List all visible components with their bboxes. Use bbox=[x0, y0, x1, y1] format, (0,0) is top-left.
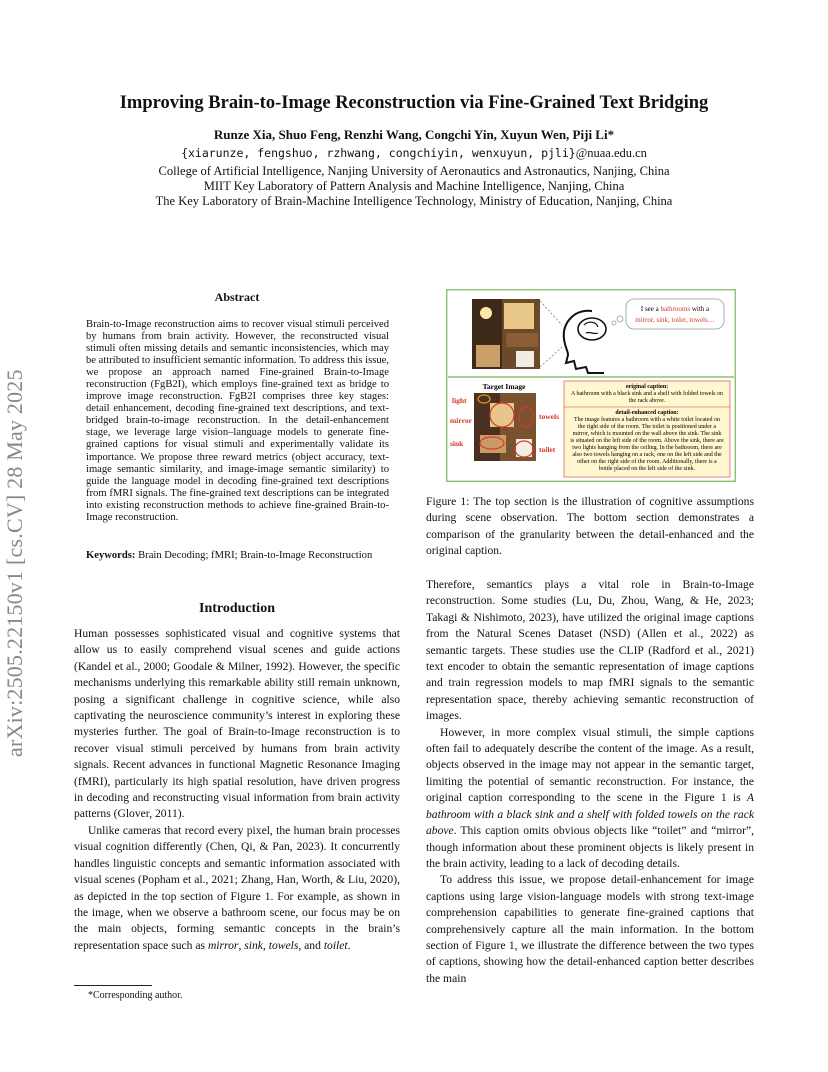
enhanced-line-2: the right side of the room. The toilet is positioned under a bbox=[577, 424, 717, 430]
bubble-text-2: mirror, sink, toilet, towels… bbox=[635, 316, 715, 324]
abstract-text: Brain-to-Image reconstruction aims to recover visual stimuli perceived by humans from brain activity. However, the reconstructed visual stimuli often missing details and semantic inconsistencies, which may be attributed to insufficient semantic information. To address this issue, we propose an approach named Fine-grained Brain-to-Image reconstruction (FgB2I), which employs fine-grained text as bridge to improve image reconstruction. FgB2I comprises three key stages: detail enhancement, decoding fine-grained text descriptions, and text-bridged brain-to-image reconstruction. In the detail-enhancement stage, we leverage large vision–language models to generate fine-grained captions for visual stimuli and experimentally validate its importance. We propose three reward metrics (object accuracy, text-image semantic similarity, and image-image semantic similarity) to guide the language model in decoding fine-grained text descriptions from fMRI signals. The fine-grained text descriptions can be integrated into existing reconstruction methods to achieve fine-grained Brain-to-Image reconstruction. bbox=[86, 319, 389, 523]
right-paragraph-1: Therefore, semantics plays a vital role in Brain-to-Image reconstruction. Some studies (Lu, Du, Zhou, Wang, & He, 2023; Takagi & Nishimoto, 2023), have utilized the original image captions from the Natural Scenes Dataset (NSD) (Allen et al., 2022) as semantic targets. These studies use the CLIP (Radford et al., 2021) text encoder to obtain the semantic representation of image captions and train regression models to map fMRI signals to the semantic representation space, thereby achieving semantic reconstruction of images. bbox=[426, 578, 754, 723]
caption-comparison-box bbox=[564, 381, 730, 477]
label-toilet: toilet bbox=[539, 445, 556, 454]
original-caption-quote: A bathroom with a black sink and a shelf with folded towels on the rack above bbox=[426, 791, 754, 838]
original-caption-line-2: the rack above. bbox=[628, 398, 666, 404]
right-paragraph-2 bbox=[426, 725, 754, 873]
arxiv-side-stamp: arXiv:2505.22150v1 [cs.CV] 28 May 2025 bbox=[2, 369, 27, 757]
term-and: and bbox=[304, 938, 321, 952]
bubble-highlight: bathrooms bbox=[660, 305, 691, 313]
enhanced-line-4: is situated on the left side of the room. Above the sink, there are bbox=[570, 438, 724, 444]
svg-text:I see a bathrooms with a bbox=[641, 305, 710, 313]
term-toilet: toilet bbox=[323, 938, 348, 952]
email-domain: @nuaa.edu.cn bbox=[575, 146, 647, 160]
enhanced-line-1: The image features a bathroom with a white toilet located on bbox=[574, 417, 720, 423]
author-emails bbox=[60, 146, 768, 161]
abstract-body bbox=[86, 319, 389, 524]
introduction-body bbox=[74, 626, 400, 954]
right-paragraph-2a: However, in more complex visual stimuli, the simple captions often fail to adequately describe the content of the image. As a result, objects observed in the image may not appear in the semantic target, limiting the potential of semantic reconstruction. For instance, the original caption corresponding to the scene in the Figure 1 is bbox=[426, 725, 754, 805]
label-mirror: mirror bbox=[450, 416, 472, 425]
footnote: *Corresponding author. bbox=[88, 990, 183, 1001]
term-towels: towels bbox=[268, 938, 299, 952]
enhanced-line-3: mirror, which is mounted on the wall above the sink. The sink bbox=[572, 431, 722, 437]
enhanced-line-5: two lights hanging from the ceiling. In the bathroom, there are bbox=[572, 445, 722, 451]
bubble-text-1: I see a bbox=[640, 305, 659, 313]
thought-bubble bbox=[612, 299, 724, 329]
label-sink: sink bbox=[450, 439, 464, 448]
target-image-label: Target Image bbox=[482, 382, 526, 391]
abstract-heading: Abstract bbox=[214, 290, 260, 304]
affiliation-2: MIIT Key Laboratory of Pattern Analysis and Machine Intelligence, Nanjing, China bbox=[203, 179, 625, 193]
keywords-label: Keywords: bbox=[86, 550, 136, 561]
intro-paragraph-1: Human possesses sophisticated visual and cognitive systems that allow us to easily comprehend visual scenes and guide actions (Kandel et al., 2000; Goodale & Milner, 1992). However, the specific mechanisms underlying this remarkable ability still remain unknown, posing a significant challenge in cognitive science, while also captivating the neuroscience community’s interest in exploring these mysteries further. The goal of Brain-to-Image reconstruction is to recover visual stimuli perceived by humans from brain activity signals. Recent advances in functional Magnetic Resonance Imaging (fMRI), particularly its high spatial resolution, have driven progress in decoding and reconstructing visual information from brain activity patterns (Glover, 2011). bbox=[74, 627, 400, 821]
right-column-body bbox=[426, 577, 754, 987]
affiliation-3: The Key Laboratory of Brain-Machine Intelligence Technology, Ministry of Education, Nanjing, China bbox=[155, 194, 673, 208]
enhanced-line-8: bottle placed on the left side of the sink. bbox=[598, 466, 696, 472]
label-light: light bbox=[452, 396, 467, 405]
bathroom-photo-bottom bbox=[474, 393, 536, 461]
term-sink: sink bbox=[244, 938, 263, 952]
affiliation-1: College of Artificial Intelligence, Nanjing University of Aeronautics and Astronautics, Nanjing, China bbox=[158, 164, 670, 178]
intro-paragraph-2-text: Unlike cameras that record every pixel, the human brain processes visual cognition differently (Chen, Qi, & Pan, 2023). It concurrently handles linguistic concepts and semantic information associated with visual scenes (Popham et al., 2021; Zhang, Han, Worth, & Liu, 2020), as depicted in the top section of Figure 1. For example, as shown in the image, when we observe a bathroom scene, our focus may be on the main objects, forming semantic concepts in the brain’s representation space such as bbox=[74, 823, 400, 952]
footnote-rule bbox=[74, 985, 152, 986]
keywords bbox=[86, 550, 389, 562]
right-paragraph-2b: . This caption omits obvious objects like “toilet” and “mirror”, though information about these prominent objects is likely present in the brain activity, leading to a lack of decoding details. bbox=[426, 824, 754, 870]
keywords-list: Brain Decoding; fMRI; Brain-to-Image Reconstruction bbox=[138, 550, 373, 561]
right-paragraph-3: To address this issue, we propose detail-enhancement for image captions using large vision-language models with strong text-image comprehension capabilities to generate fine-grained captions that comprehensively capture all the main information. In the bottom section of Figure 1, we illustrate the difference between the two types of captions, showing how the detail-enhanced caption better describes the main bbox=[426, 873, 754, 985]
figure-1-caption: Figure 1: The top section is the illustration of cognitive assumptions during scene observation. The bottom section demonstrates a comparison of the granularity between the detail-enhanced and the original caption. bbox=[426, 495, 754, 558]
email-handles: {xiarunze, fengshuo, rzhwang, congchiyin, wenxuyun, pjli} bbox=[181, 146, 576, 160]
enhanced-line-6: also two towels hanging on a rack, one on the left side and the bbox=[572, 452, 722, 458]
original-caption-heading: original caption: bbox=[625, 384, 669, 390]
intro-paragraph-2: Unlike cameras that record every pixel, the human brain processes visual cognition differently (Chen, Qi, & Pan, 2023). It concurrently handles linguistic concepts and semantic information associated with visual scenes (Popham et al., 2021; Zhang, Han, Worth, & Liu, 2020), as depicted in the top section of Figure 1. For example, as shown in the image, when we observe a bathroom scene, our focus may be on the main objects, forming semantic concepts in the brain’s representation space such as mirror, sink, towels, and toilet. bbox=[74, 823, 400, 952]
enhanced-caption-heading: detail-enhanced caption: bbox=[615, 410, 679, 416]
enhanced-line-7: other on the right side of the room. Additionally, there is a bbox=[577, 459, 717, 465]
original-caption-line-1: A bathroom with a black sink and a shelf with folded towels on bbox=[571, 391, 723, 397]
figure-1 bbox=[446, 289, 736, 482]
bathroom-photo-top bbox=[472, 299, 540, 369]
bubble-text-1b: with a bbox=[691, 305, 710, 313]
author-list: Runze Xia, Shuo Feng, Renzhi Wang, Congchi Yin, Xuyun Wen, Piji Li* bbox=[213, 127, 615, 142]
label-towels: towels bbox=[539, 412, 559, 421]
term-mirror: mirror bbox=[207, 938, 239, 952]
introduction-heading: Introduction bbox=[199, 601, 275, 616]
paper-title: Improving Brain-to-Image Reconstruction via Fine-Grained Text Bridging bbox=[119, 93, 709, 113]
